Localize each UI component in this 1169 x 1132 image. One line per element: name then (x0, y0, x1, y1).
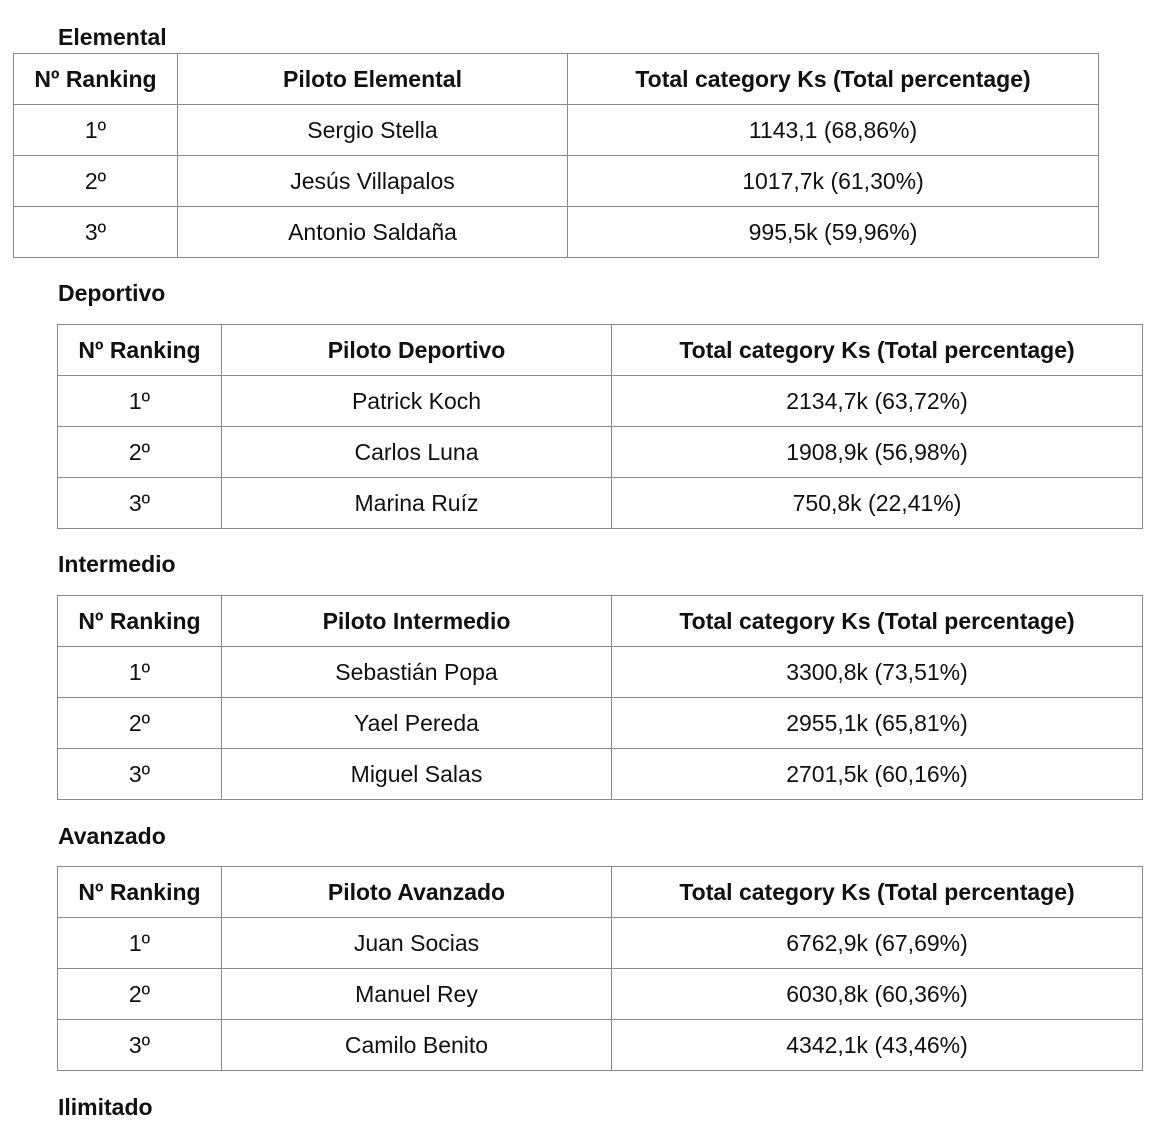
column-header-ranking: Nº Ranking (14, 54, 178, 105)
cell-total: 4342,1k (43,46%) (612, 1020, 1143, 1071)
cell-pilot: Sebastián Popa (222, 647, 612, 698)
table-row (14, 207, 1099, 258)
column-header-total: Total category Ks (Total percentage) (612, 596, 1143, 647)
ranking-table-deportivo (57, 324, 1143, 529)
column-header-ranking: Nº Ranking (58, 867, 222, 918)
ranking-table-intermedio (57, 595, 1143, 800)
column-header-total: Total category Ks (Total percentage) (612, 325, 1143, 376)
column-header-pilot: Piloto Elemental (178, 54, 568, 105)
cell-total: 2955,1k (65,81%) (612, 698, 1143, 749)
cell-pilot: Antonio Saldaña (178, 207, 568, 258)
cell-ranking: 2º (58, 698, 222, 749)
column-header-pilot: Piloto Avanzado (222, 867, 612, 918)
cell-ranking: 3º (58, 478, 222, 529)
cell-ranking: 2º (58, 969, 222, 1020)
column-header-total: Total category Ks (Total percentage) (612, 867, 1143, 918)
section-title-deportivo: Deportivo (58, 280, 166, 306)
ranking-table-avanzado (57, 866, 1143, 1071)
cell-total: 6030,8k (60,36%) (612, 969, 1143, 1020)
table-row (58, 376, 1143, 427)
table-row (58, 478, 1143, 529)
cell-pilot: Patrick Koch (222, 376, 612, 427)
cell-ranking: 3º (14, 207, 178, 258)
cell-total: 2701,5k (60,16%) (612, 749, 1143, 800)
column-header-pilot: Piloto Intermedio (222, 596, 612, 647)
cell-total: 1017,7k (61,30%) (568, 156, 1099, 207)
table-row (58, 698, 1143, 749)
table-row (58, 1020, 1143, 1071)
cell-pilot: Yael Pereda (222, 698, 612, 749)
cell-ranking: 3º (58, 749, 222, 800)
cell-total: 995,5k (59,96%) (568, 207, 1099, 258)
section-title-avanzado: Avanzado (58, 823, 166, 849)
cell-pilot: Sergio Stella (178, 105, 568, 156)
section-title-elemental: Elemental (58, 24, 167, 50)
column-header-pilot: Piloto Deportivo (222, 325, 612, 376)
cell-total: 3300,8k (73,51%) (612, 647, 1143, 698)
cell-ranking: 1º (58, 376, 222, 427)
column-header-total: Total category Ks (Total percentage) (568, 54, 1099, 105)
cell-ranking: 2º (58, 427, 222, 478)
table-header-row (58, 867, 1143, 918)
cell-pilot: Manuel Rey (222, 969, 612, 1020)
ranking-table-elemental (13, 53, 1099, 258)
cell-ranking: 3º (58, 1020, 222, 1071)
cell-ranking: 1º (58, 647, 222, 698)
cell-total: 1908,9k (56,98%) (612, 427, 1143, 478)
cell-total: 1143,1 (68,86%) (568, 105, 1099, 156)
column-header-ranking: Nº Ranking (58, 325, 222, 376)
table-row (58, 918, 1143, 969)
section-title-intermedio: Intermedio (58, 551, 176, 577)
table-row (14, 156, 1099, 207)
table-row (14, 105, 1099, 156)
table-row (58, 427, 1143, 478)
table-row (58, 647, 1143, 698)
table-header-row (58, 596, 1143, 647)
table-row (58, 969, 1143, 1020)
cell-ranking: 1º (58, 918, 222, 969)
section-title-ilimitado: Ilimitado (58, 1094, 153, 1120)
table-header-row (14, 54, 1099, 105)
cell-pilot: Miguel Salas (222, 749, 612, 800)
cell-total: 6762,9k (67,69%) (612, 918, 1143, 969)
cell-ranking: 2º (14, 156, 178, 207)
column-header-ranking: Nº Ranking (58, 596, 222, 647)
cell-total: 750,8k (22,41%) (612, 478, 1143, 529)
cell-ranking: 1º (14, 105, 178, 156)
cell-pilot: Marina Ruíz (222, 478, 612, 529)
table-row (58, 749, 1143, 800)
cell-pilot: Jesús Villapalos (178, 156, 568, 207)
cell-total: 2134,7k (63,72%) (612, 376, 1143, 427)
cell-pilot: Juan Socias (222, 918, 612, 969)
cell-pilot: Camilo Benito (222, 1020, 612, 1071)
cell-pilot: Carlos Luna (222, 427, 612, 478)
table-header-row (58, 325, 1143, 376)
